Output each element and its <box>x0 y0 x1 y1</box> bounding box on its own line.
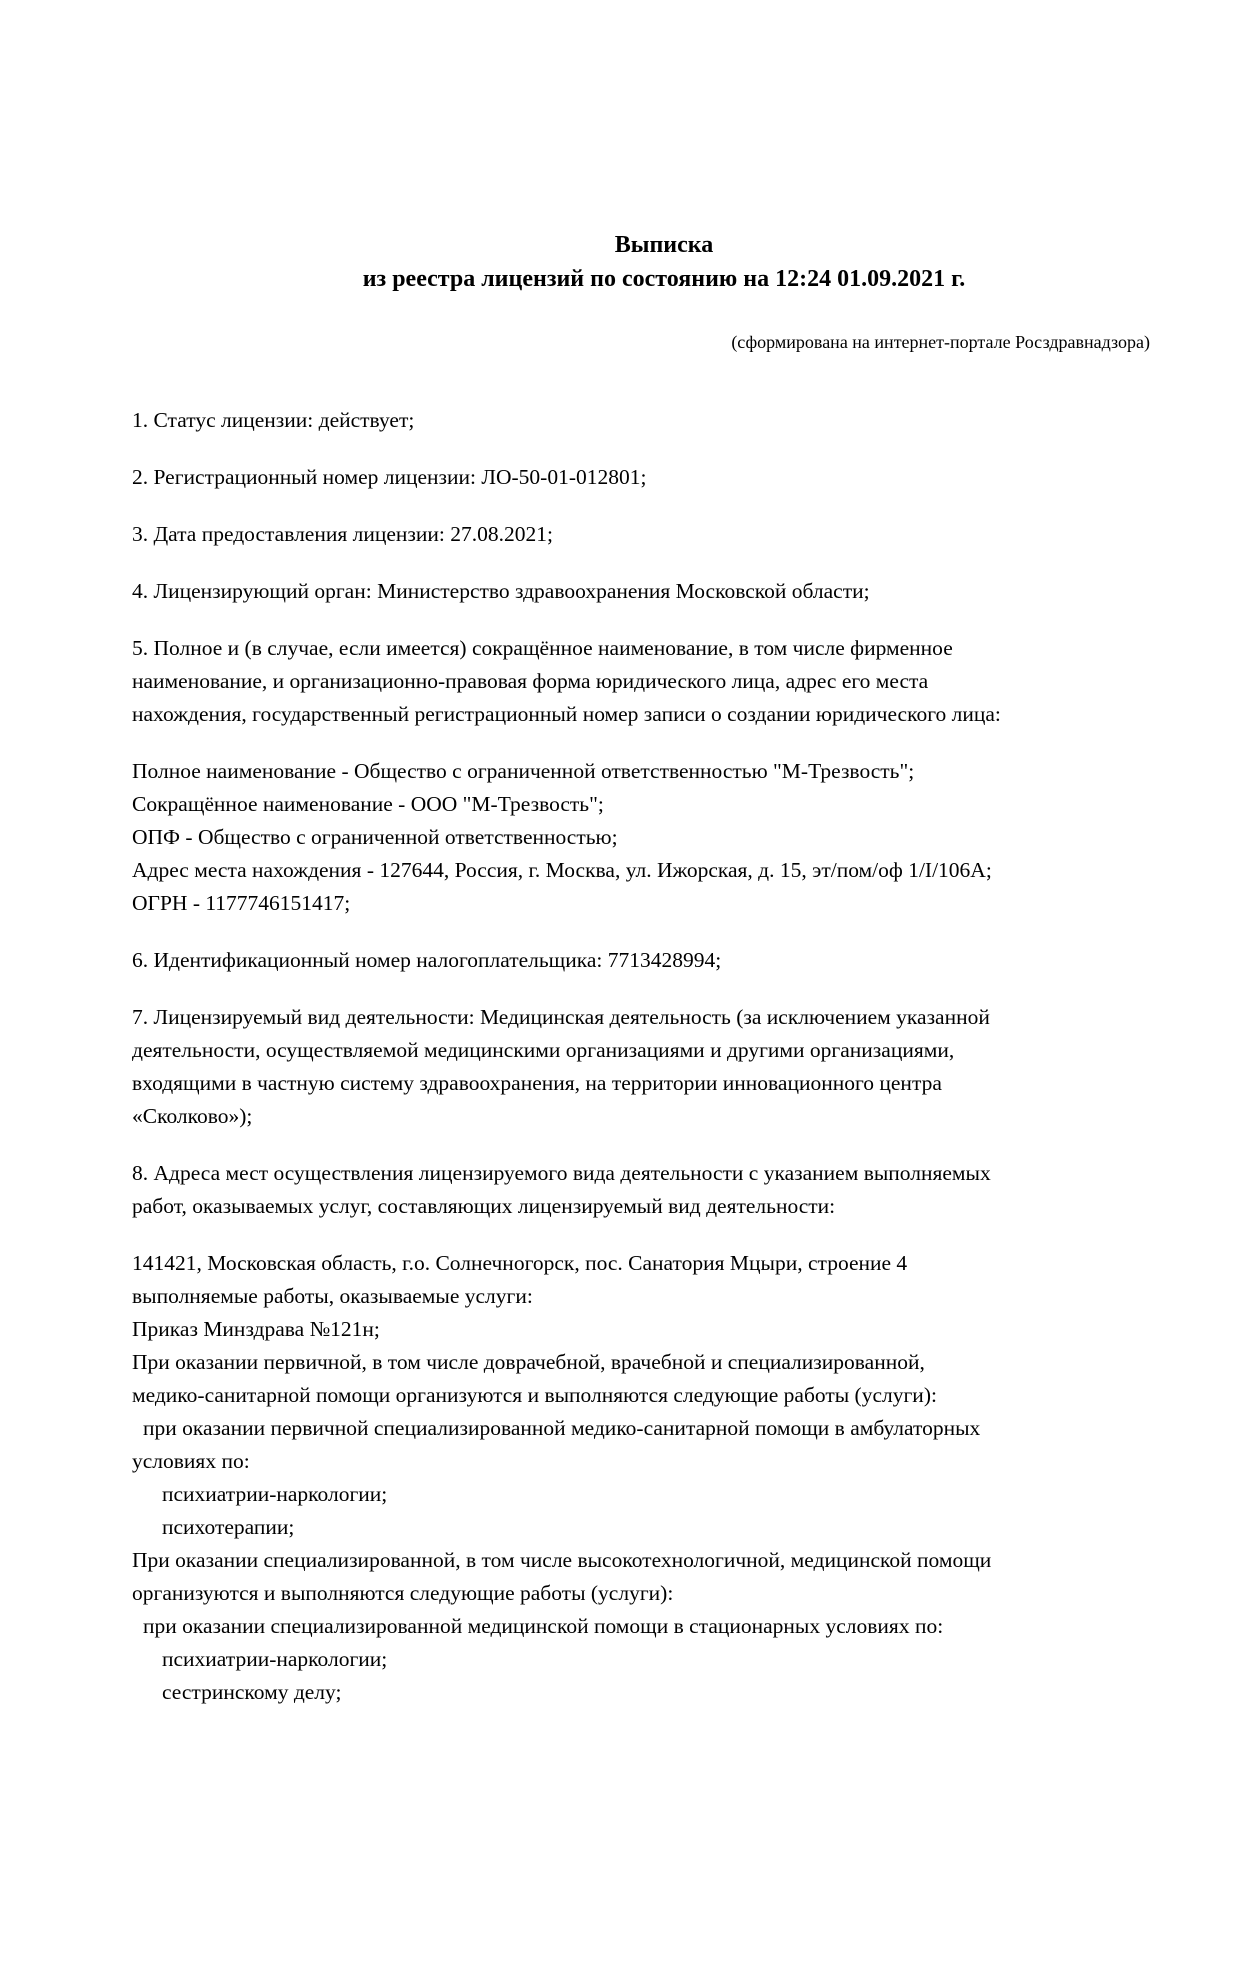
paragraph-license-status <box>132 404 1150 437</box>
text-line: При оказании специализированной, в том числе высокотехнологичной, медицинской помощи <box>132 1548 992 1572</box>
text-line: психотерапии; <box>162 1515 295 1539</box>
text-line: наименование, и организационно-правовая форма юридического лица, адрес его места <box>132 669 929 693</box>
text-line: 2. Регистрационный номер лицензии: ЛО-50-01-012801; <box>132 465 647 489</box>
text-line: При оказании первичной, в том числе доврачебной, врачебной и специализированной, <box>132 1350 925 1374</box>
text-line: работ, оказываемых услуг, составляющих лицензируемый вид деятельности: <box>132 1194 836 1218</box>
text-line: нахождения, государственный регистрационный номер записи о создании юридического лица: <box>132 702 1001 726</box>
paragraph-licensed-activity <box>132 1001 1150 1133</box>
text-line: Адрес места нахождения - 127644, Россия, г. Москва, ул. Ижорская, д. 15, эт/пом/оф 1/I/106А; <box>132 858 992 882</box>
text-line: деятельности, осуществляемой медицинскими организациями и другими организациями, <box>132 1038 955 1062</box>
document-title-line1: Выписка <box>614 232 714 258</box>
text-line: 4. Лицензирующий орган: Министерство здравоохранения Московской области; <box>132 579 870 603</box>
paragraph-activity-address-details <box>132 1247 1150 1709</box>
paragraph-grant-date <box>132 518 1150 551</box>
paragraph-licensing-authority <box>132 575 1150 608</box>
paragraph-taxpayer-number <box>132 944 1150 977</box>
text-line: Сокращённое наименование - ООО "М-Трезвость"; <box>132 792 604 816</box>
text-line: психиатрии-наркологии; <box>162 1647 388 1671</box>
text-line: медико-санитарной помощи организуются и выполняются следующие работы (услуги): <box>132 1383 937 1407</box>
text-line: «Сколково»); <box>132 1104 253 1128</box>
text-line: 5. Полное и (в случае, если имеется) сокращённое наименование, в том числе фирменное <box>132 636 953 660</box>
paragraph-organization-details <box>132 755 1150 920</box>
text-line: при оказании первичной специализированной медико-санитарной помощи в амбулаторных <box>143 1416 981 1440</box>
text-line: условиях по: <box>132 1449 250 1473</box>
text-line: 141421, Московская область, г.о. Солнечногорск, пос. Санатория Мцыри, строение 4 <box>132 1251 908 1275</box>
text-line: входящими в частную систему здравоохранения, на территории инновационного центра <box>132 1071 942 1095</box>
text-line: 1. Статус лицензии: действует; <box>132 408 415 432</box>
text-line: Приказ Минздрава №121н; <box>132 1317 380 1341</box>
document-page <box>0 228 1240 1983</box>
document-title-line2: из реестра лицензий по состоянию на 12:24 01.09.2021 г. <box>362 266 966 292</box>
text-line: Полное наименование - Общество с ограниченной ответственностью "М-Трезвость"; <box>132 759 915 783</box>
paragraph-activity-addresses-intro <box>132 1157 1150 1223</box>
text-line: ОПФ - Общество с ограниченной ответственностью; <box>132 825 618 849</box>
document-body <box>132 404 1150 1709</box>
text-line: 3. Дата предоставления лицензии: 27.08.2021; <box>132 522 553 546</box>
text-line: организуются и выполняются следующие работы (услуги): <box>132 1581 674 1605</box>
paragraph-registration-number <box>132 461 1150 494</box>
text-line: психиатрии-наркологии; <box>162 1482 388 1506</box>
document-subtitle: (сформирована на интернет-портале Росздравнадзора) <box>731 332 1150 352</box>
text-line: ОГРН - 1177746151417; <box>132 891 351 915</box>
text-line: выполняемые работы, оказываемые услуги: <box>132 1284 533 1308</box>
text-line: 6. Идентификационный номер налогоплательщика: 7713428994; <box>132 948 722 972</box>
text-line: при оказании специализированной медицинской помощи в стационарных условиях по: <box>143 1614 944 1638</box>
text-line: 7. Лицензируемый вид деятельности: Медицинская деятельность (за исключением указанной <box>132 1005 990 1029</box>
document-title <box>132 228 1150 296</box>
text-line: 8. Адреса мест осуществления лицензируемого вида деятельности с указанием выполняемых <box>132 1161 991 1185</box>
paragraph-organization-name-intro <box>132 632 1150 731</box>
text-line: сестринскому делу; <box>162 1680 342 1704</box>
